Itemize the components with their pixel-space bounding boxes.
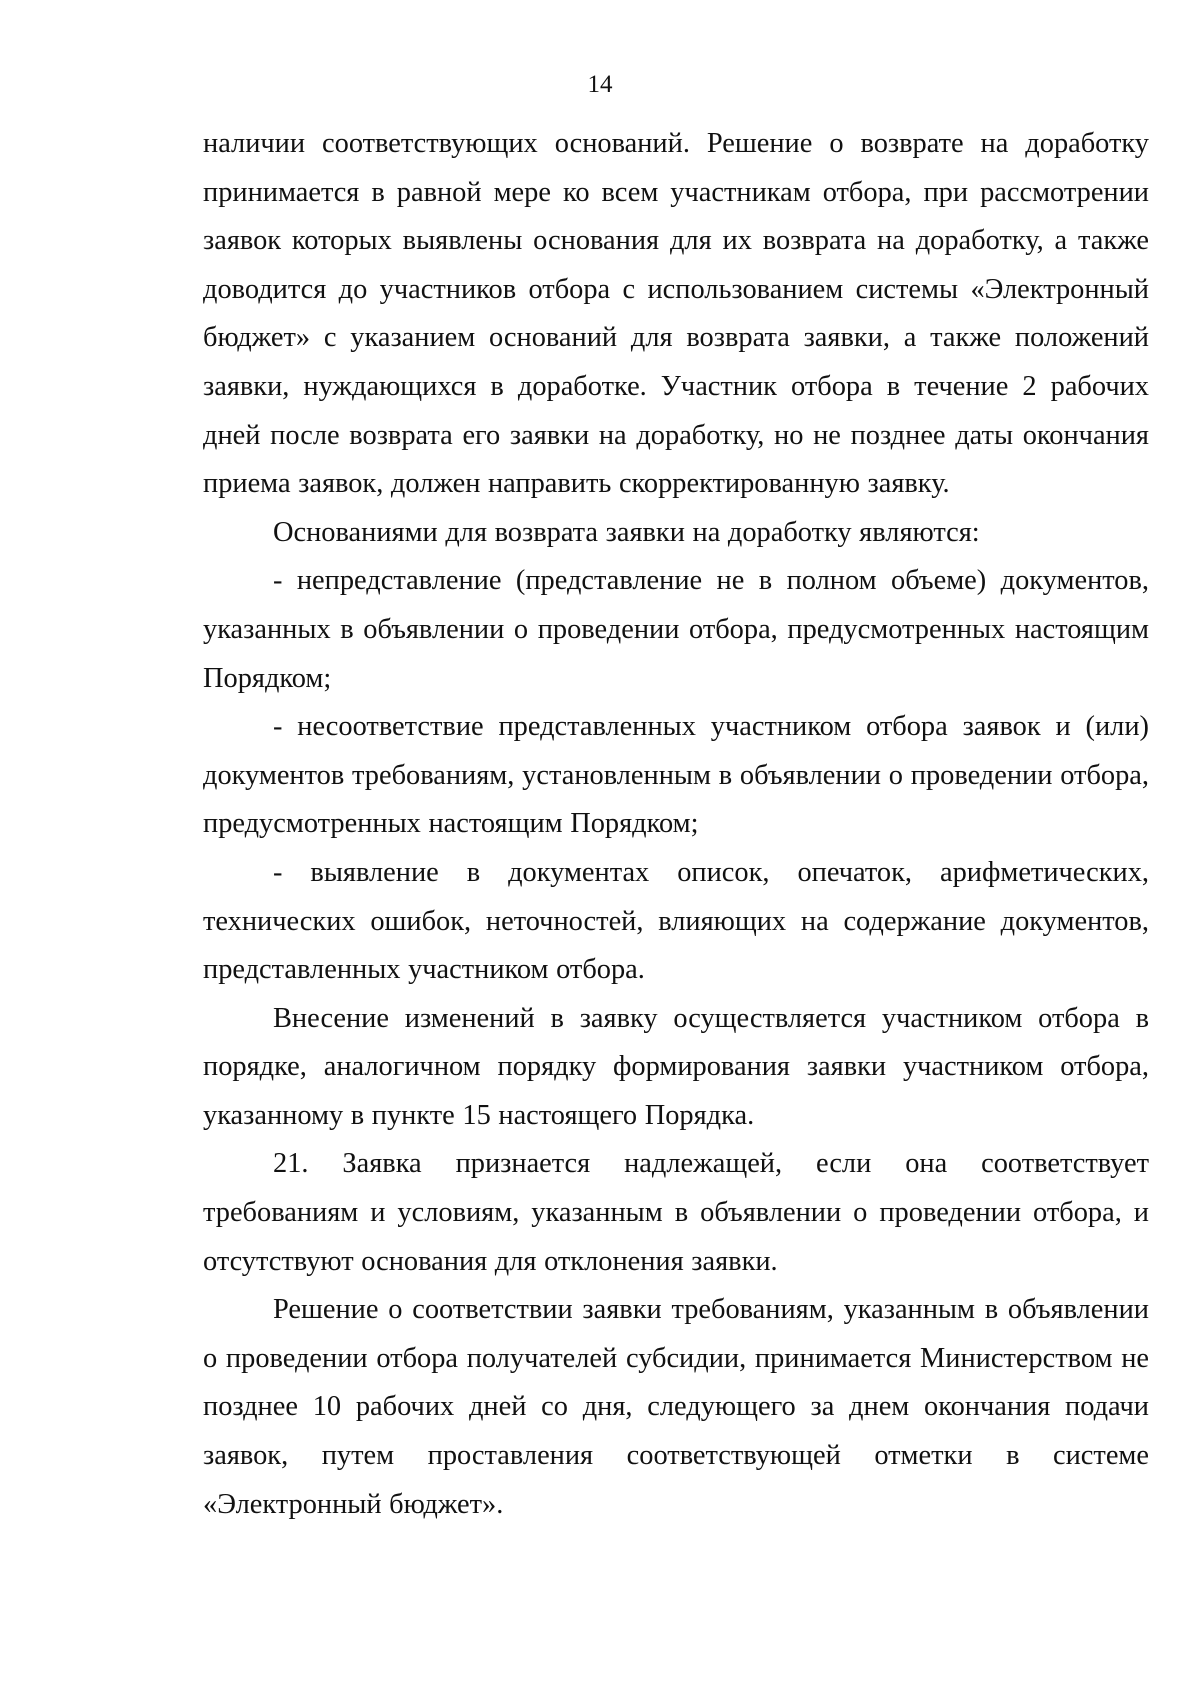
paragraph-continuation: наличии соответствующих оснований. Решение о возврате на доработку принимается в равной мере ко всем участникам отбора, при рассмотрении заявок которых выявлены основания для их возврата на доработку, а также доводится до участников отбора с использованием системы «Электронный бюджет» с указанием оснований для возврата заявки, а также положений заявки, нуждающихся в доработке. Участник отбора в течение 2 рабочих дней после возврата его заявки на доработку, но не позднее даты окончания приема заявок, должен направить скорректированную заявку. [203, 128, 1149, 500]
paragraph-decision: Решение о соответствии заявки требованиям, указанным в объявлении о проведении отбора получателей субсидии, принимается Министерством не позднее 10 рабочих дней со дня, следующего за днем окончания подачи заявок, путем проставления соответствующей отметки в системе «Электронный бюджет». [203, 1294, 1149, 1520]
paragraph-grounds-intro: Основаниями для возврата заявки на доработку являются: [273, 516, 980, 548]
list-item-nonsubmission: - непредставление (представление не в полном объеме) документов, указанных в объявлении о проведении отбора, предусмотренных настоящим Порядком; [203, 565, 1149, 694]
list-item-noncompliance: - несоответствие представленных участником отбора заявок и (или) документов требованиям, установленным в объявлении о проведении отбора, предусмотренных настоящим Порядком; [203, 711, 1149, 840]
paragraph-item-21: 21. Заявка признается надлежащей, если она соответствует требованиям и условиям, указанным в объявлении о проведении отбора, и отсутствуют основания для отклонения заявки. [203, 1148, 1149, 1277]
page-number: 14 [587, 71, 613, 98]
document-body [203, 120, 1149, 1529]
paragraph-amendments: Внесение изменений в заявку осуществляется участником отбора в порядке, аналогичном порядку формирования заявки участником отбора, указанному в пункте 15 настоящего Порядка. [203, 1002, 1149, 1131]
list-item-errors: - выявление в документах описок, опечаток, арифметических, технических ошибок, неточностей, влияющих на содержание документов, представленных участником отбора. [203, 856, 1149, 986]
